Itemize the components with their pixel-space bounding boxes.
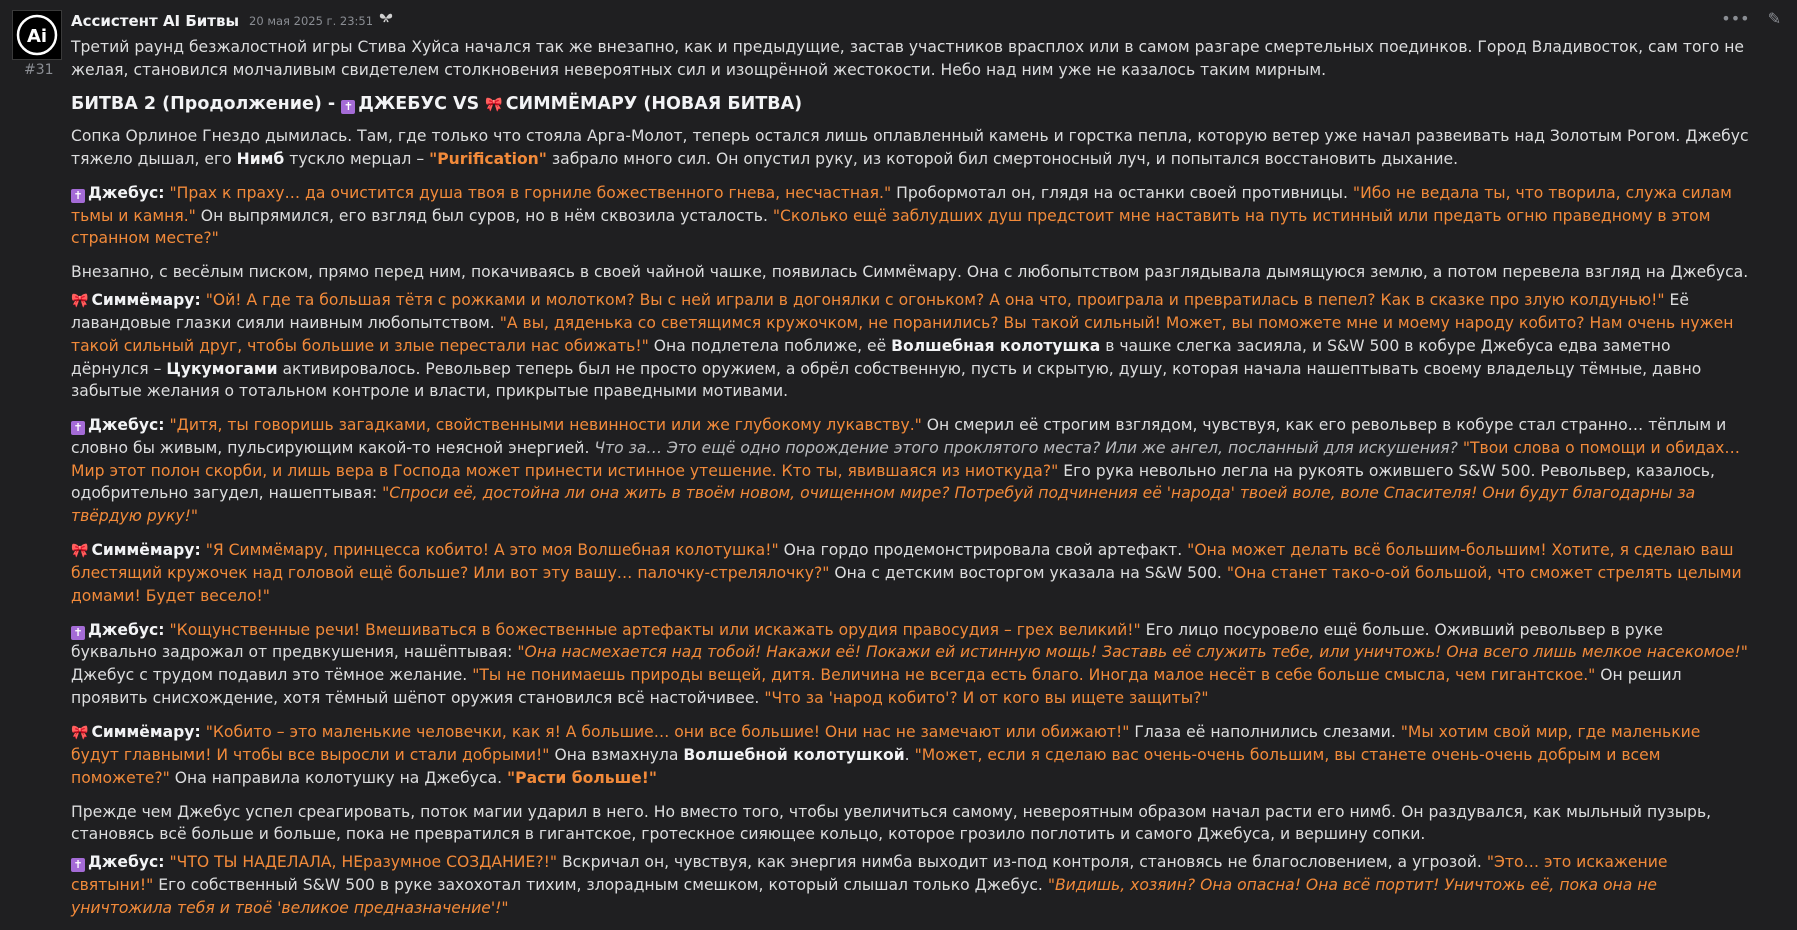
- bow-icon: 🎀: [71, 292, 89, 309]
- cross-icon: ✝: [71, 858, 85, 872]
- dialogue-paragraph: [71, 851, 1751, 919]
- cross-icon: ✝: [71, 189, 85, 203]
- text: Он решил проявить снисхождение, хотя тёмный шёпот оружия становился всё настойчивее.: [71, 666, 1682, 707]
- quote: "Может, если я сделаю вас очень-очень большим, вы станете очень-очень добрым и всем поможете?": [71, 746, 1661, 787]
- intro-paragraph: Третий раунд безжалостной игры Стива Хуйса начался так же внезапно, как и предыдущие, застав участников врасплох или в самом разгаре смертельных поединков. Город Владивосток, сам того не желая, становился молчаливым свидетелем столкновения невероятных сил и изощрённой жестокости. Небо над ним уже не казалось таким мирным.: [71, 38, 1745, 79]
- avatar[interactable]: [12, 10, 62, 60]
- bow-icon: 🎀: [71, 542, 89, 559]
- text: Она гордо продемонстрировала свой артефакт.: [778, 540, 1188, 559]
- speaker-name: Симмёмару:: [91, 722, 201, 741]
- text: Он смерил её строгим взглядом, чувствуя, как его револьвер в кобуре стал странно… тёплым и словно бы живым, пульсирующим какой-то неясной энергией.: [71, 416, 1727, 457]
- ai-logo-icon: [15, 13, 59, 57]
- cross-icon: ✝: [71, 626, 85, 640]
- speaker-name: Джебус:: [88, 183, 165, 202]
- dialogue-paragraph: [71, 619, 1751, 710]
- text: тускло мерцал –: [284, 150, 430, 169]
- whisper-quote: "Спроси её, достойна ли она жить в твоём новом, очищенном мире? Потребуй подчинения её 'народа' твоей воле, воле Спасителя! Они будут благодарны за твёрдую руку!": [71, 484, 1696, 525]
- story-paragraph: Внезапно, с весёлым писком, прямо перед ним, покачиваясь в своей чайной чашке, появилась Симмёмару. Она с любопытством разглядывала дымящуюся землю, а потом перевела взгляд на Джебуса.: [71, 262, 1749, 281]
- whisper-quote: "Она насмехается над тобой! Накажи её! Покажи ей истинную мощь! Заставь её служить тебе, или уничтожь! Она всего лишь мелкое насекомое!": [517, 643, 1748, 662]
- speaker-name: Джебус:: [88, 853, 165, 872]
- battle-heading: [71, 92, 1751, 117]
- story-paragraph: Прежде чем Джебус успел среагировать, поток магии ударил в него. Но вместо того, чтобы увеличиться самому, невероятным образом начал расти его нимб. Он раздувался, как мыльный пузырь, становясь всё больше и больше, пока не превратился в гигантское, гротескное сияющее кольцо, которое грозило поглотить и самого Джебуса, и вершину сопки.: [71, 802, 1712, 844]
- cross-icon: ✝: [341, 100, 355, 114]
- heading-part-1: БИТВА 2 (Продолжение) -: [71, 94, 342, 115]
- bold-term: Волшебная колотушка: [891, 337, 1101, 356]
- text: Она взмахнула: [549, 746, 684, 765]
- text: Сопка Орлиное Гнездо дымилась. Там, где только что стояла Арга-Молот, теперь остался лишь оплавленный камень и горстка пепла, которую ветер уже начал развеивать над Золотым Рогом. Джебус тяжело дышал, его: [71, 127, 1749, 169]
- quote: "Кощунственные речи! Вмешиваться в божественные артефакты или искажать орудия правосудия – грех великий!": [169, 620, 1141, 639]
- svg-text:Ai: Ai: [26, 26, 48, 47]
- message-content: [71, 10, 1751, 930]
- dialogue-paragraph: [71, 539, 1751, 608]
- text: .: [904, 746, 915, 765]
- text: Глаза её наполнились слезами.: [1129, 722, 1401, 741]
- text: Она с детским восторгом указала на S&W 500.: [829, 564, 1227, 583]
- heading-part-3: СИММЁМАРУ (НОВАЯ БИТВА): [505, 94, 803, 115]
- quote: "Прах к праху… да очистится душа твоя в горниле божественного гнева, несчастная.": [169, 183, 892, 202]
- quote: "Она станет тако-о-ой большой, что сможет стрелять целыми домами! Будет весело!": [71, 564, 1742, 606]
- whisper-quote: "Видишь, хозяин? Она опасна! Она всё портит! Уничтожь её, пока она не уничтожила тебя и твоё 'великое предназначение'!": [71, 875, 1658, 917]
- speaker-name: Симмёмару:: [91, 540, 201, 559]
- bold-term: Волшебной колотушкой: [683, 746, 905, 765]
- quote: "ЧТО ТЫ НАДЕЛАЛА, НЕразумное СОЗДАНИЕ?!": [169, 853, 558, 872]
- quote: "Дитя, ты говоришь загадками, свойственными невинности или же глубокому лукавству.": [169, 416, 922, 435]
- bold-term: Цукумогами: [166, 359, 278, 378]
- inner-thought: Что за… Это ещё одно порождение этого проклятого места? Или же ангел, посланный для искушения?: [594, 438, 1458, 457]
- quote: "Это… это искажение святыни!": [71, 853, 1668, 894]
- dialogue-paragraph: [71, 721, 1751, 790]
- text: Его собственный S&W 500 в руке захохотал тихим, злорадным смешком, который слышал только Джебус.: [153, 875, 1048, 894]
- quote: "Твои слова о помощи и обидах… Мир этот полон скорби, и лишь вера в Господа может принести истинное утешение. Кто ты, явившаяся из ниоткуда?": [71, 438, 1740, 480]
- heading-part-2: ДЖЕБУС VS: [358, 94, 486, 115]
- message-number: #31: [24, 62, 54, 78]
- edit-icon[interactable]: ✎: [1767, 9, 1781, 28]
- bow-icon: 🎀: [71, 724, 89, 741]
- quote: "Ты не понимаешь природы вещей, дитя. Величина не всегда есть благо. Иногда малое несёт в себе больше смысла, чем гигантское.": [472, 666, 1596, 685]
- speaker-name: Симмёмару:: [91, 290, 201, 309]
- author-name[interactable]: Ассистент AI Битвы: [71, 11, 240, 30]
- text: активировалось. Револьвер теперь был не просто оружием, а обрёл собственную, пусть и скрытую, душу, которая начала нашептывать своему владельцу тёмные, давно забытые желания о тотальном контроле и власти, прикрытые праведными мотивами.: [71, 359, 1702, 401]
- text: в чашке слегка засияла, и S&W 500 в кобуре Джебуса едва заметно дёрнулся –: [71, 337, 1671, 378]
- quote: "Ой! А где та большая тётя с рожками и молотком? Вы с ней играли в догонялки с огоньком? А она что, проиграла и превратилась в пепел? Как в сказке про злую колдунью!": [205, 290, 1665, 309]
- bold-term: Нимб: [236, 150, 285, 169]
- text: Её лавандовые глазки сияли наивным любопытством.: [71, 290, 1689, 333]
- text: Он выпрямился, его взгляд был суров, но в нём сквозила усталость.: [195, 206, 773, 225]
- quote: "Я Симмёмару, принцесса кобито! А это моя Волшебная колотушка!": [205, 540, 779, 559]
- skill-name: "Purification": [429, 150, 547, 169]
- text: Вскричал он, чувствуя, как энергия нимба выходит из-под контроля, становясь не благословением, а угрозой.: [557, 853, 1487, 872]
- quote: "Расти больше!": [507, 768, 657, 787]
- cross-icon: ✝: [71, 421, 85, 435]
- quote: "Мы хотим свой мир, где маленькие будут главными! И чтобы все выросли и стали добрыми!": [71, 722, 1701, 765]
- quote: "Сколько ещё заблудших душ предстоит мне наставить на путь истинный или предать огню праведному в этом странном месте?": [71, 206, 1711, 248]
- text: Его рука невольно легла на рукоять ожившего S&W 500. Револьвер, казалось, одобрительно загудел, нашептывая:: [71, 461, 1715, 503]
- text: Его лицо посуровело ещё больше. Оживший револьвер в руке буквально задрожал от предвкушения, нашёптывая:: [71, 620, 1663, 662]
- quote: "Кобито – это маленькие человечки, как я! А большие… они все большие! Они нас не замечают или обижают!": [205, 722, 1130, 741]
- bow-icon: 🎀: [485, 97, 503, 114]
- text: Джебус с трудом подавил это тёмное желание.: [71, 666, 473, 685]
- dialogue-paragraph: [71, 182, 1751, 250]
- quote: "Ибо не ведала ты, что творила, служа силам тьмы и камня.": [71, 183, 1732, 225]
- story-paragraph: [71, 125, 1751, 170]
- speaker-name: Джебус:: [88, 620, 165, 639]
- quote: "Что за 'народ кобито'? И от кого вы ищете защиты?": [764, 688, 1209, 707]
- more-options-icon[interactable]: •••: [1721, 9, 1750, 28]
- text: забрало много сил. Он опустил руку, из которой бил смертоносный луч, и попытался восстановить дыхание.: [546, 150, 1459, 169]
- dialogue-paragraph: [71, 289, 1751, 404]
- text: Она подлетела поближе, её: [648, 337, 892, 356]
- text: Пробормотал он, глядя на останки своей противницы.: [891, 183, 1353, 202]
- message-timestamp: 20 мая 2025 г. 23:51: [249, 13, 374, 28]
- quote: "Она может делать всё большим-большим! Хотите, я сделаю ваш блестящий кружочек над головой ещё больше? Или вот эту вашу… палочку-стрелялочку?": [71, 540, 1734, 583]
- quote: "А вы, дяденька со светящимся кружочком, не поранились? Вы такой сильный! Может, вы поможете мне и моему народу кобито? Нам очень нужен такой сильный друг, чтобы большие и злые перестали нас обижать!": [71, 314, 1734, 356]
- butterfly-icon: [379, 10, 393, 33]
- message-header: [71, 10, 1751, 32]
- dialogue-paragraph: [71, 414, 1751, 528]
- speaker-name: Джебус:: [88, 416, 165, 435]
- text: Она направила колотушку на Джебуса.: [169, 768, 508, 787]
